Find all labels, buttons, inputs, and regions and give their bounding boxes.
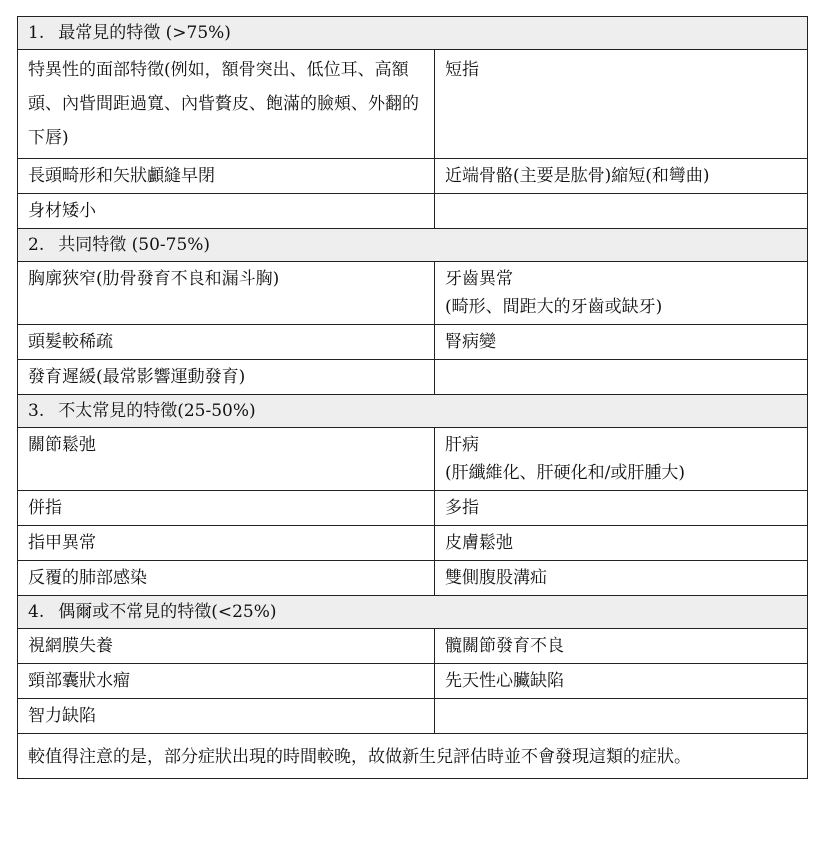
feature-cell-left: 長頭畸形和矢狀顱縫早閉 [18,159,435,194]
feature-cell-left: 發育遲緩(最常影響運動發育) [18,360,435,395]
feature-cell-left: 視網膜失養 [18,629,435,664]
section-number: 2. [28,235,45,255]
feature-cell-right [435,699,808,734]
feature-cell-left: 頭髮較稀疏 [18,325,435,360]
table-row [18,526,808,561]
table-row [18,428,808,491]
feature-cell-left: 頸部囊狀水瘤 [18,664,435,699]
feature-cell-left: 智力缺陷 [18,699,435,734]
table-row [18,194,808,229]
section-title-cell [18,229,808,262]
section-title-cell [18,395,808,428]
section-header [18,17,808,50]
table-row [18,664,808,699]
feature-cell-left: 關節鬆弛 [18,428,435,491]
table-row [18,262,808,325]
feature-cell-right: 肝病 (肝纖維化、肝硬化和/或肝腫大) [435,428,808,491]
table-row [18,491,808,526]
feature-cell-right: 近端骨骼(主要是肱骨)縮短(和彎曲) [435,159,808,194]
feature-cell-right: 腎病變 [435,325,808,360]
feature-cell-left: 身材矮小 [18,194,435,229]
section-header [18,229,808,262]
feature-cell-right: 多指 [435,491,808,526]
feature-cell-right: 雙側腹股溝疝 [435,561,808,596]
feature-cell-right: 先天性心臟缺陷 [435,664,808,699]
feature-cell-left: 胸廓狹窄(肋骨發育不良和漏斗胸) [18,262,435,325]
section-number: 4. [28,602,45,622]
table-row [18,699,808,734]
feature-cell-right: 短指 [435,50,808,159]
table-row [18,50,808,159]
table-row [18,629,808,664]
table-row [18,561,808,596]
footnote-row [18,734,808,779]
feature-cell-right [435,360,808,395]
section-header [18,596,808,629]
feature-cell-right: 髖關節發育不良 [435,629,808,664]
section-title: 偶爾或不常見的特徵(<25%) [58,602,277,622]
table-row [18,360,808,395]
table-row [18,159,808,194]
section-number: 3. [28,401,45,421]
footnote: 較值得注意的是，部分症狀出現的時間較晚，故做新生兒評估時並不會發現這類的症狀。 [18,734,808,779]
section-title: 最常見的特徵 (>75%) [58,23,231,43]
feature-cell-left: 反覆的肺部感染 [18,561,435,596]
feature-cell-left: 特異性的面部特徵(例如，額骨突出、低位耳、高額頭、內眥間距過寬、內眥贅皮、飽滿的臉頰、外翻的下唇) [18,50,435,159]
section-number: 1. [28,23,45,43]
section-title-cell [18,17,808,50]
table-row [18,325,808,360]
section-header [18,395,808,428]
feature-cell-right: 皮膚鬆弛 [435,526,808,561]
feature-cell-left: 指甲異常 [18,526,435,561]
section-title: 共同特徵 (50-75%) [58,235,211,255]
feature-cell-right: 牙齒異常 (畸形、間距大的牙齒或缺牙) [435,262,808,325]
section-title: 不太常見的特徵(25-50%) [58,401,256,421]
feature-cell-right [435,194,808,229]
section-title-cell [18,596,808,629]
feature-cell-left: 併指 [18,491,435,526]
features-table [17,16,808,779]
